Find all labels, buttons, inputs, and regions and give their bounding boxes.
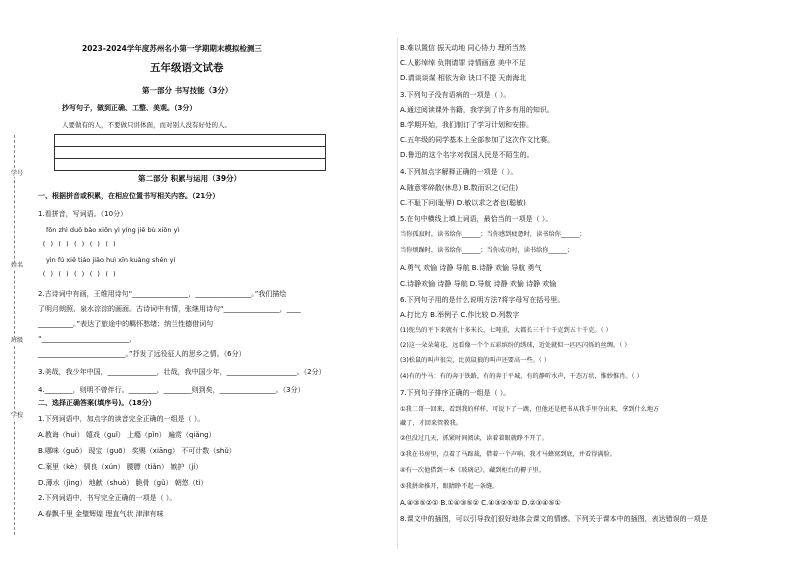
left-line: 2.下列词语中，书写完全正确的一项是（ ）。 [38, 494, 177, 502]
left-line: 了明月朗照、泉水淙淙的画面。古诗词中有情，张继用诗句“________________，____ [38, 305, 301, 313]
side-label-school: 学校 [10, 412, 23, 419]
right-line: (3)松鼠的叫声很尖，比黄鼠狼的叫声还要高一些。（ ） [400, 357, 550, 364]
right-line: 8.课文中的插图，可以引导我们很好地体会课文的情感。下列关于课本中的插图，表达错误的一项是 [400, 515, 708, 523]
right-line: (1)鸵鸟的平下来就有十多米长，七吨重，大都长三千十千克到五十千克。（ ） [400, 327, 612, 334]
right-line: 当你烦躁时，读书给你______；当你成功时，读书给你______； [400, 247, 574, 254]
right-line: ①我二哥一回来，看到我的样样，可说下了一跳，但他还是把书从我手里夺出来，拿到什么地方 [400, 406, 660, 413]
right-line: C.不耻下问(耻辱) D.敏以求之者也(聪敏) [400, 199, 526, 207]
copy-writing-line[interactable] [55, 135, 325, 147]
right-line: D.请谈谈谋 相依为命 诀口不提 天南海北 [400, 74, 527, 82]
right-line: A.打比方 B.举例子 C.作比较 D.列数字 [400, 311, 520, 319]
right-line: 6.下列句子用的是什么说明方法?将字母写在括号里。 [400, 296, 565, 304]
right-line: A.④③⑤②① B.①④③⑤② C.④③②⑤① D.②③④⑤① [400, 499, 561, 507]
left-line: A.春飘千里 金璧辉煌 理直气状 津津有味 [38, 510, 164, 518]
left-line: ( ) ( ) ( ) ( ) ( ) [42, 270, 117, 278]
left-line: 一、根据拼音或积累，在相应位置书写相关内容。（21分） [38, 192, 220, 200]
left-line: 1.下列词语中，加点字的读音完全正确的一组是（ ）。 [38, 415, 205, 423]
right-line: 当你孤寂时，读书给你______；当你感到疲惫时，读书给你______； [400, 231, 586, 238]
right-line: B.学期开始，我们制订了学习计划和安排。 [400, 121, 534, 129]
right-line: (4)有的牛马：有的奔于铁路，有的奔于平城，有的静听水声，千态万状，惟妙惟肖。（ ） [400, 373, 643, 380]
copy-writing-line[interactable] [55, 147, 325, 159]
column-separator [397, 38, 398, 549]
side-label-id: 学号 [10, 170, 23, 177]
right-line: (2)这一朵朵菊花，远看像一个个五彩缤纷的绣球，近处就似一匹匹闪烁的丝绸。（ ） [400, 342, 631, 349]
left-line: B.哪咪（guǒ） 现宝（guō） 奖赐（xiāng） 不可计数（shǔ） [38, 447, 236, 455]
right-line: C.人影绰绰 负荆请罪 诗情画意 美中不足 [400, 59, 526, 67]
left-line: A.教诲（huì） 嬉戏（guǐ） 上瘾（pǐn） 遍赏（qiǎng） [38, 431, 216, 439]
left-line: 4.________，则明不曾伴行。________，________则到矣，________________。（3分） [38, 386, 305, 394]
left-line: 3.美哉，我少年中国，______________，壮哉，我中国少年，____________________。（2分） [38, 368, 326, 376]
right-line: ⑤我拼命推开，眼睛睁不起一条缝。 [400, 483, 499, 490]
right-line: ②但没过几天，抓紧时间阅读，读着着眼就睁不开了。 [400, 435, 548, 442]
side-label-class: 班级 [10, 337, 23, 344]
right-line: B.难以置信 振天动地 同心协力 理所当然 [400, 44, 526, 52]
right-line: ③我在书房里，点着了马蹄裁，借着一个声响，我才马蜂窝到底，并看得满脸。 [400, 451, 616, 458]
right-line: D.鲁迅的这个名字对我国人民是不陌生的。 [400, 151, 534, 159]
left-line: “_________________________， [38, 335, 137, 343]
right-line: A.勇气 欢愉 诗静 导航 B.诗静 欢愉 导航 勇气 [400, 264, 542, 272]
right-line: 藏了，才回来管教我。 [400, 420, 462, 427]
left-line: D.薄水（jìng） 地献（shuò） 脆骨（gǔ） 朝悠（tì） [38, 479, 208, 487]
copy-writing-line[interactable] [55, 159, 325, 170]
left-line: fǒn zhì duō bǎo xiōn yì yíng jiē bù xiōn yì [46, 226, 180, 234]
right-line: A.随意零碎散(休息) B.数而识之(记住) [400, 184, 519, 192]
binding-line [14, 135, 15, 535]
right-line: C.五年级的同学基本上全部参加了这次作文比赛。 [400, 136, 555, 144]
left-line: 2023-2024学年度苏州名小第一学期期末模拟检测三 [82, 44, 262, 53]
right-line: 7.下列句子排序正确的一组是（ ）。 [400, 389, 511, 397]
left-line: __________。”表达了旅途中的羁怀愁绪；纳兰性德借词句 [38, 320, 214, 328]
copy-writing-grid[interactable] [54, 134, 326, 171]
left-line: ( ) ( ) ( ) ( ) ( ) [42, 240, 117, 248]
left-line: 二、选择正确答案(填序号)。（18分） [38, 399, 156, 407]
left-line: _________________________。”抒发了远役征人的思乡之情。（6分） [38, 350, 246, 358]
left-line: 第二部分 积累与运用（39分） [138, 174, 242, 183]
left-line: 抄写句子，做到正确、工整、美观。（3分） [62, 104, 197, 112]
right-line: A.通过阅读课外书籍，我学到了许多有用的知识。 [400, 106, 554, 114]
right-line: 3.下列句子没有语病的一项是（ ）。 [400, 91, 511, 99]
right-line: C.诗静欢愉 诗静 导航 D.导航 诗静 欢愉 诗静 欢愉 [400, 280, 557, 288]
left-line: yìn fú xiē tiáo jiāo huì xīn kuàng shén yí [46, 256, 176, 264]
side-label-name: 姓名 [10, 262, 23, 269]
right-line: 5.在句中横线上填上词语，最恰当的一项是（ ）。 [400, 215, 553, 223]
left-line: 2.古诗词中有画，王维用诗句“________________，________________。”我们描绘 [38, 290, 287, 298]
left-line: 五年级语文试卷 [150, 62, 224, 74]
right-line: ④有一次他借到一本《玻璃记》，藏到柜台的褥子里。 [400, 467, 545, 474]
right-line: 4.下列加点字解释正确的一项是（ ）。 [400, 168, 518, 176]
left-line: 1.看拼音，写词语。（10分） [38, 210, 128, 218]
left-line: 第一部分 书写技能（3分） [142, 86, 233, 95]
left-line: 人要做有的人，不要做只讲体面，而对别人没有好处的人。 [62, 121, 231, 129]
left-line: C.案里（kè） 驯良（xún） 腰膘（tiǎn） 嫉护（jí） [38, 463, 203, 471]
